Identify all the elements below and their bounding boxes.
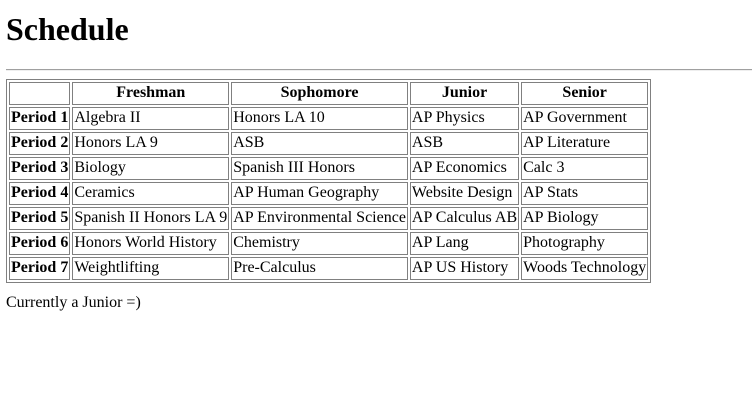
table-cell: Calc 3 [521,157,648,180]
table-cell: Website Design [410,182,519,205]
table-cell: AP Economics [410,157,519,180]
table-row [9,232,648,255]
table-row [9,107,648,130]
table-cell: AP Literature [521,132,648,155]
table-row [9,182,648,205]
table-cell: Woods Technology [521,257,648,280]
status-note: Currently a Junior =) [6,294,141,311]
header-row [9,82,648,105]
row-header-period-7: Period 7 [9,257,70,280]
table-row [9,207,648,230]
row-header-period-5: Period 5 [9,207,70,230]
table-cell: ASB [410,132,519,155]
table-cell: Honors World History [72,232,229,255]
row-header-period-1: Period 1 [9,107,70,130]
page-title: Schedule [6,11,129,47]
row-header-period-4: Period 4 [9,182,70,205]
column-header-senior: Senior [521,82,648,105]
table-row [9,257,648,280]
table-cell: Weightlifting [72,257,229,280]
table-cell: Algebra II [72,107,229,130]
table-cell: AP Government [521,107,648,130]
column-header-sophomore: Sophomore [231,82,408,105]
table-cell: Pre-Calculus [231,257,408,280]
table-body [9,107,648,280]
table-header [9,82,648,105]
divider [6,69,752,71]
table-cell: Biology [72,157,229,180]
table-row [9,132,648,155]
table-cell: Honors LA 10 [231,107,408,130]
row-header-period-2: Period 2 [9,132,70,155]
table-cell: AP Human Geography [231,182,408,205]
schedule-table [6,79,651,283]
table-cell: ASB [231,132,408,155]
table-cell: AP US History [410,257,519,280]
table-cell: AP Physics [410,107,519,130]
row-header-period-6: Period 6 [9,232,70,255]
table-cell: AP Lang [410,232,519,255]
table-cell: Ceramics [72,182,229,205]
table-cell: AP Biology [521,207,648,230]
table-cell: AP Calculus AB [410,207,519,230]
table-cell: AP Environmental Science [231,207,408,230]
column-header-junior: Junior [410,82,519,105]
table-cell: Spanish III Honors [231,157,408,180]
table-row [9,157,648,180]
table-cell: AP Stats [521,182,648,205]
table-cell: Photography [521,232,648,255]
table-cell: Spanish II Honors LA 9 [72,207,229,230]
row-header-period-3: Period 3 [9,157,70,180]
corner-cell [9,82,70,105]
table-cell: Chemistry [231,232,408,255]
table-cell: Honors LA 9 [72,132,229,155]
column-header-freshman: Freshman [72,82,229,105]
